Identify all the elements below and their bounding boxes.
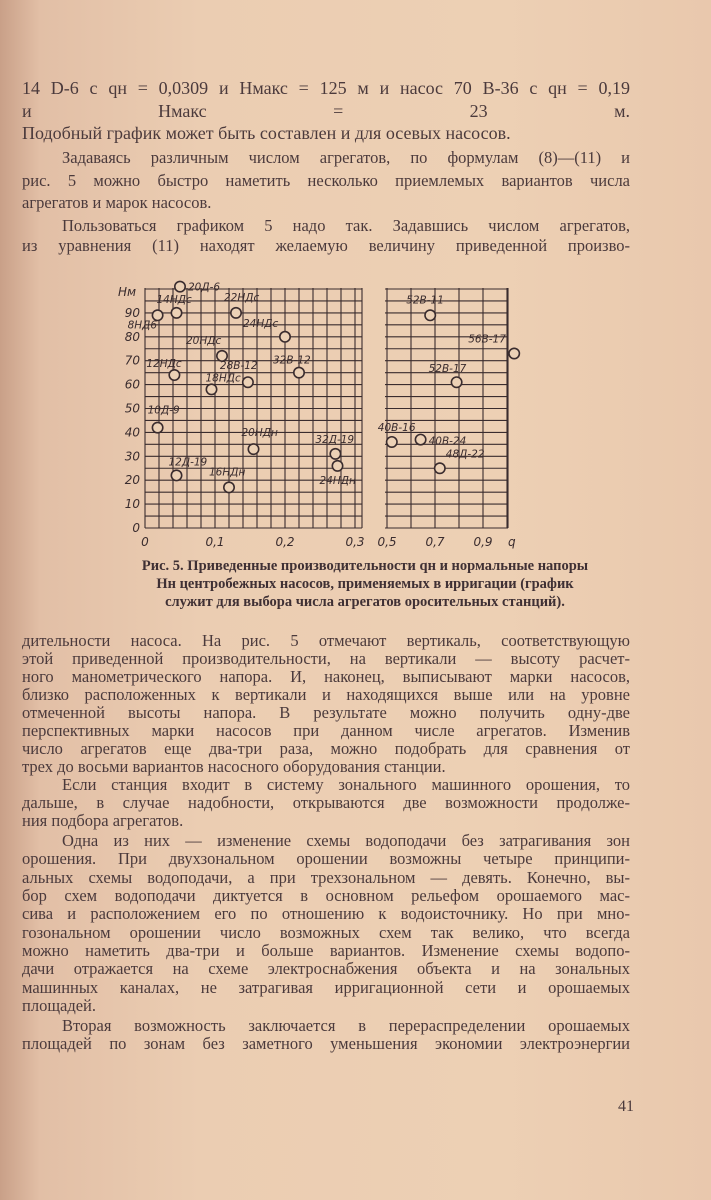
data-point-label: 24НДс (243, 317, 279, 330)
page-number: 41 (618, 1098, 634, 1115)
data-point-marker (509, 348, 519, 358)
data-point-marker (330, 449, 340, 459)
y-tick-label: 70 (124, 353, 140, 368)
x-tick-label: 0,3 (345, 535, 365, 549)
text-line: ния подбора агрегатов. (22, 811, 184, 830)
data-point-marker (152, 422, 162, 432)
text-line: рис. 5 можно быстро наметить несколько приемлемых вариантов числа (22, 171, 630, 190)
data-point-label: 20НДн (241, 427, 278, 440)
data-point-label: 56В-17 (468, 333, 506, 346)
y-axis-label: Hм (118, 285, 137, 299)
y-tick-label: 30 (124, 449, 140, 464)
figure-caption-line: Hн центробежных насосов, применяемых в ирригации (график (156, 576, 574, 592)
data-point-marker (451, 377, 461, 387)
text-line: ного манометрического напора. И, наконец, выписывают марки насосов, (22, 667, 630, 686)
text-line: дальше, в случае надобности, открываются две возможности продолже- (22, 793, 630, 812)
text-line: бор схем водоподачи диктуется в основном рельефом орошаемого мас- (22, 886, 630, 905)
x-tick-label: 0,2 (275, 535, 295, 549)
data-point-label: 8НД6 (127, 319, 158, 332)
text-line: из уравнения (11) находят желаемую величину приведенной произво- (22, 236, 630, 255)
text-line: можно наметить два-три и больше вариантов. Изменение схемы водопо- (22, 941, 630, 960)
data-point-label: 48Д-22 (445, 448, 485, 461)
data-point-label: 14НДс (156, 293, 192, 306)
data-point-label: 20Д-6 (188, 281, 221, 294)
chart-grid-panel (385, 288, 508, 528)
data-point-marker (425, 310, 435, 320)
text-line: близко расположенных к вертикали и находящихся выше или на уровне (22, 685, 630, 704)
text-line: дительности насоса. На рис. 5 отмечают вертикаль, соответствующую (22, 631, 630, 650)
data-point-label: 10Д-9 (147, 404, 180, 417)
y-tick-label: 0 (132, 521, 140, 535)
x-tick-label: q (507, 535, 516, 549)
figure-caption-line: служит для выбора числа агрегатов оросительных станций). (165, 594, 565, 610)
data-point-label: 16НДн (209, 466, 246, 479)
text-line: дачи отражается на схеме электроснабжения объекта и на зональных (22, 959, 630, 978)
y-tick-label: 80 (124, 329, 140, 344)
data-point-marker (435, 463, 445, 473)
text-line: Пользоваться графиком 5 надо так. Задавшись числом агрегатов, (62, 216, 630, 235)
data-point-marker (231, 308, 241, 318)
data-point-label: 12НДс (146, 358, 182, 371)
data-point-label: 20НДс (186, 334, 222, 347)
x-tick-label: 0 (141, 535, 149, 549)
y-tick-label: 60 (124, 377, 140, 392)
data-point-label: 12Д-19 (168, 456, 208, 469)
data-point-marker (415, 434, 425, 444)
y-tick-label: 20 (124, 473, 140, 488)
data-point-marker (280, 332, 290, 342)
text-line: отмеченной высоты напора. В результате можно получить одну-две (22, 703, 630, 722)
text-line: альных схемы водоподачи, а при трехзональном — девять. Конечно, вы- (22, 868, 630, 887)
figure-caption-line: Рис. 5. Приведенные производительности qн и нормальные напоры (141, 558, 589, 574)
y-tick-label: 90 (124, 305, 140, 320)
y-tick-label: 10 (124, 497, 140, 512)
data-point-label: 28В-12 (219, 360, 258, 373)
text-line: Задаваясь различным числом агрегатов, по формулам (8)—(11) и (62, 148, 630, 167)
data-point-label: 40В-16 (377, 421, 416, 434)
text-line: машинных каналах, не затрагивая ирригационной сети и орошаемых (22, 978, 630, 997)
data-point-marker (224, 482, 234, 492)
text-line: Одна из них — изменение схемы водоподачи без затрагивания зон (62, 831, 630, 850)
data-point-label: 40В-24 (428, 435, 467, 448)
text-line: этой приведенной производительности, на вертикали — высоту расчет- (22, 649, 630, 668)
data-point-marker (206, 384, 216, 394)
data-point-marker (387, 437, 397, 447)
text-line: перспективных марки насосов при данном числе агрегатов. Изменив (22, 721, 630, 740)
text-line: Если станция входит в систему зонального машинного орошения, то (62, 775, 630, 794)
text-line: Вторая возможность заключается в перераспределении орошаемых (62, 1016, 630, 1035)
data-point-marker (248, 444, 258, 454)
text-line: число агрегатов еще два-три раза, можно подобрать для сравнения от (22, 739, 630, 758)
text-line: и Hмакс = 23 м. (22, 101, 630, 121)
data-point-label: 32В-12 (273, 354, 311, 367)
data-point-marker (294, 367, 304, 377)
text-line: 14 D-6 с qн = 0,0309 и Hмакс = 125 м и насос 70 В-36 с qн = 0,19 (22, 78, 630, 98)
text-line: гозональном орошении число возможных схем так велико, что всегда (22, 923, 630, 942)
data-point-label: 24НДн (319, 474, 356, 487)
data-point-label: 52В-11 (406, 294, 444, 307)
data-point-label: 52В-17 (428, 363, 467, 376)
text-line: площадей. (22, 996, 97, 1015)
data-point-marker (169, 370, 179, 380)
y-tick-label: 40 (124, 425, 140, 440)
text-line: сива и расположением его по отношению к водоисточнику. Но при мно- (22, 904, 630, 923)
y-tick-label: 50 (124, 401, 140, 416)
x-tick-label: 0,9 (473, 535, 493, 549)
x-tick-label: 0,5 (377, 535, 397, 549)
data-point-label: 22НДс (224, 291, 260, 304)
text-line: агрегатов и марок насосов. (22, 193, 212, 212)
data-point-marker (175, 281, 185, 291)
x-tick-label: 0,1 (205, 535, 225, 549)
text-line: орошения. При двухзональном орошении возможны четыре принципи- (22, 849, 630, 868)
data-point-marker (171, 470, 181, 480)
data-point-marker (332, 461, 342, 471)
data-point-label: 32Д-19 (315, 433, 355, 446)
text-line: трех до восьми вариантов насосного оборудования станции. (22, 757, 446, 776)
data-point-marker (171, 308, 181, 318)
x-tick-label: 0,7 (425, 535, 445, 549)
text-line: Подобный график может быть составлен и для осевых насосов. (22, 123, 511, 143)
data-point-marker (243, 377, 253, 387)
text-line: площадей по зонам без заметного уменьшения экономии электроэнергии (22, 1034, 630, 1053)
data-point-label: 18НДс (205, 372, 241, 385)
